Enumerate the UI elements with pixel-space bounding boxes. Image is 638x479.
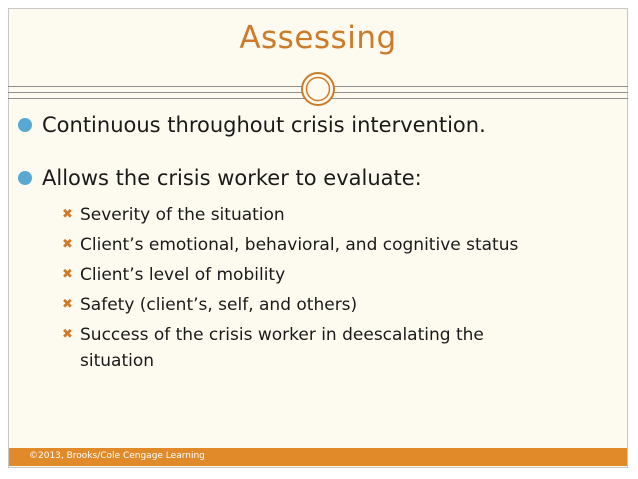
sub-bullet-severity [62,202,582,228]
sub-bullet-text: Client’s emotional, behavioral, and cognitive status [80,235,519,255]
x-bullet-icon: ✖ [62,327,73,342]
bullet-allows [18,166,422,190]
footer-copyright: ©2013, Brooks/Cole Cengage Learning [29,451,205,461]
x-bullet-icon: ✖ [62,237,73,252]
circle-ornament-icon [300,71,336,107]
bullet-text: Allows the crisis worker to evaluate: [42,166,422,190]
slide-title: Assessing [239,20,397,56]
sub-bullet-text: Safety (client’s, self, and others) [80,295,358,315]
sub-bullet-text: Client’s level of mobility [80,265,286,285]
sub-bullet-success [62,322,582,374]
sub-bullet-mobility [62,262,582,288]
sub-bullet-text: Severity of the situation [80,205,285,225]
x-bullet-icon: ✖ [62,297,73,312]
bullet-dot-icon [18,118,32,132]
footer-bar [9,448,627,466]
bullet-dot-icon [18,171,32,185]
sub-bullet-text: Success of the crisis worker in deescalating the [80,325,484,345]
x-bullet-icon: ✖ [62,267,73,282]
sub-bullet-status [62,232,582,258]
sub-bullet-text-continued: situation [80,351,155,371]
sub-bullet-safety [62,292,582,318]
bullet-text: Continuous throughout crisis intervention. [42,113,486,137]
x-bullet-icon: ✖ [62,207,73,222]
bullet-continuous [18,113,486,137]
